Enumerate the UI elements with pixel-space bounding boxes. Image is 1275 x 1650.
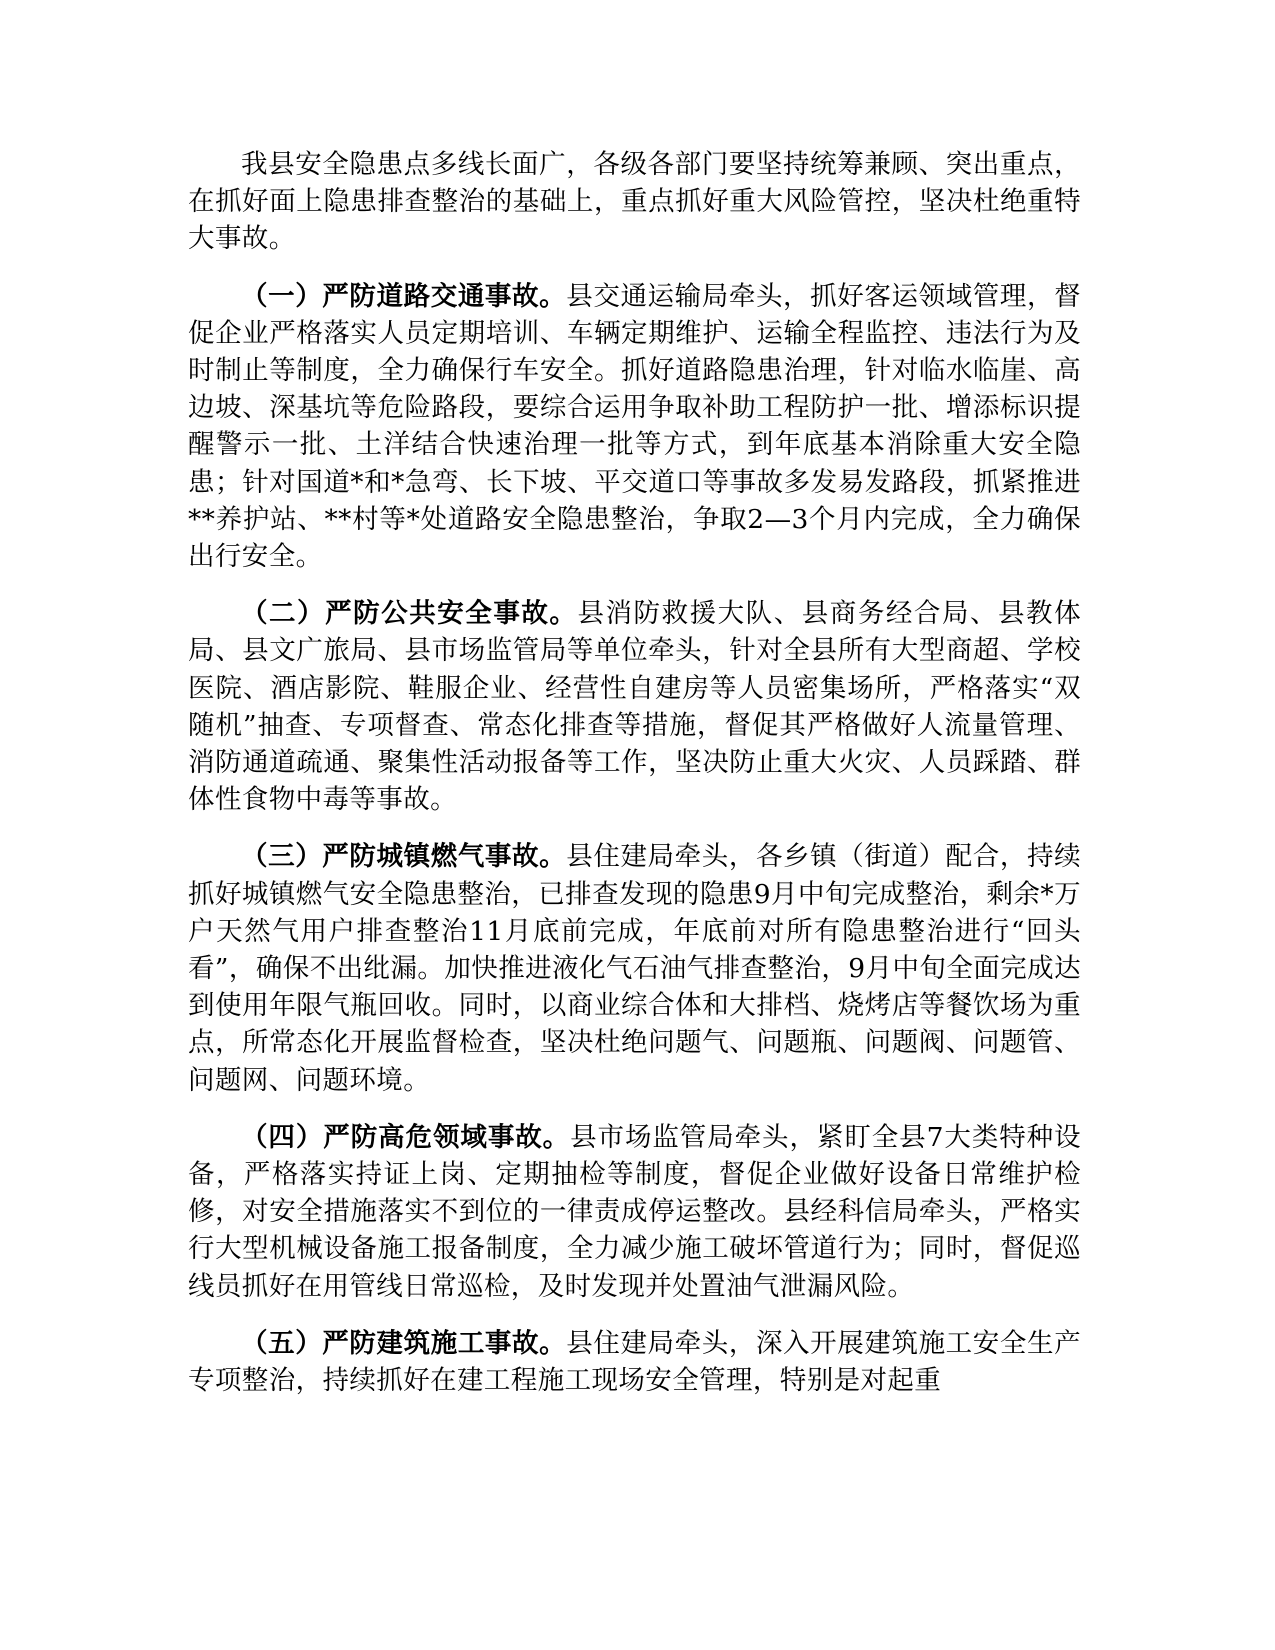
section-heading: （二）严防公共安全事故。 [241, 598, 578, 630]
section-body: 县住建局牵头，各乡镇（街道）配合，持续抓好城镇燃气安全隐患整治，已排查发现的隐患9月中旬完成整治，剩余*万户天然气用户排查整治11月底前完成，年底前对所有隐患整治进行“回头看”，确保不出纰漏。加快推进液化气石油气排查整治，9月中旬全面完成达到使用年限气瓶回收。同时，以商业综合体和大排档、烧烤店等餐饮场为重点，所常态化开展监督检查，坚决杜绝问题气、问题瓶、问题阀、问题管、问题网、问题环境。 [188, 841, 1081, 1096]
section-heading: （四）严防高危领域事故。 [241, 1121, 571, 1153]
section-heading: （三）严防城镇燃气事故。 [241, 841, 567, 873]
section-heading: （一）严防道路交通事故。 [241, 280, 567, 312]
section-road-traffic [188, 278, 1081, 576]
section-heading: （五）严防建筑施工事故。 [241, 1327, 567, 1359]
document-page [188, 146, 1081, 1419]
section-body: 县消防救援大队、县商务经合局、县教体局、县文广旅局、县市场监管局等单位牵头，针对全县所有大型商超、学校医院、酒店影院、鞋服企业、经营性自建房等人员密集场所，严格落实“双随机”抽查、专项督查、常态化排查等措施，督促其严格做好人流量管理、消防通道疏通、聚集性活动报备等工作，坚决防止重大火灾、人员踩踏、群体性食物中毒等事故。 [188, 598, 1081, 816]
section-urban-gas [188, 838, 1081, 1098]
section-high-risk [188, 1119, 1081, 1305]
section-body: 县市场监管局牵头，紧盯全县7大类特种设备，严格落实持证上岗、定期抽检等制度，督促企业做好设备日常维护检修，对安全措施落实不到位的一律责成停运整改。县经科信局牵头，严格实行大型机械设备施工报备制度，全力减少施工破坏管道行为；同时，督促巡线员抓好在用管线日常巡检，及时发现并处置油气泄漏风险。 [188, 1121, 1081, 1302]
intro-paragraph: 我县安全隐患点多线长面广，各级各部门要坚持统筹兼顾、突出重点，在抓好面上隐患排查整治的基础上，重点抓好重大风险管控，坚决杜绝重特大事故。 [188, 149, 1081, 255]
section-body: 县交通运输局牵头，抓好客运领域管理，督促企业严格落实人员定期培训、车辆定期维护、运输全程监控、违法行为及时制止等制度，全力确保行车安全。抓好道路隐患治理，针对临水临崖、高边坡、深基坑等危险路段，要综合运用争取补助工程防护一批、增添标识提醒警示一批、土洋结合快速治理一批等方式，到年底基本消除重大安全隐患；针对国道*和*急弯、长下坡、平交道口等事故多发易发路段，抓紧推进**养护站、**村等*处道路安全隐患整治，争取2—3个月内完成，全力确保出行安全。 [188, 280, 1081, 573]
section-public-safety [188, 595, 1081, 818]
section-construction [188, 1325, 1081, 1399]
section-body: 县住建局牵头，深入开展建筑施工安全生产专项整治，持续抓好在建工程施工现场安全管理，特别是对起重 [188, 1327, 1081, 1397]
